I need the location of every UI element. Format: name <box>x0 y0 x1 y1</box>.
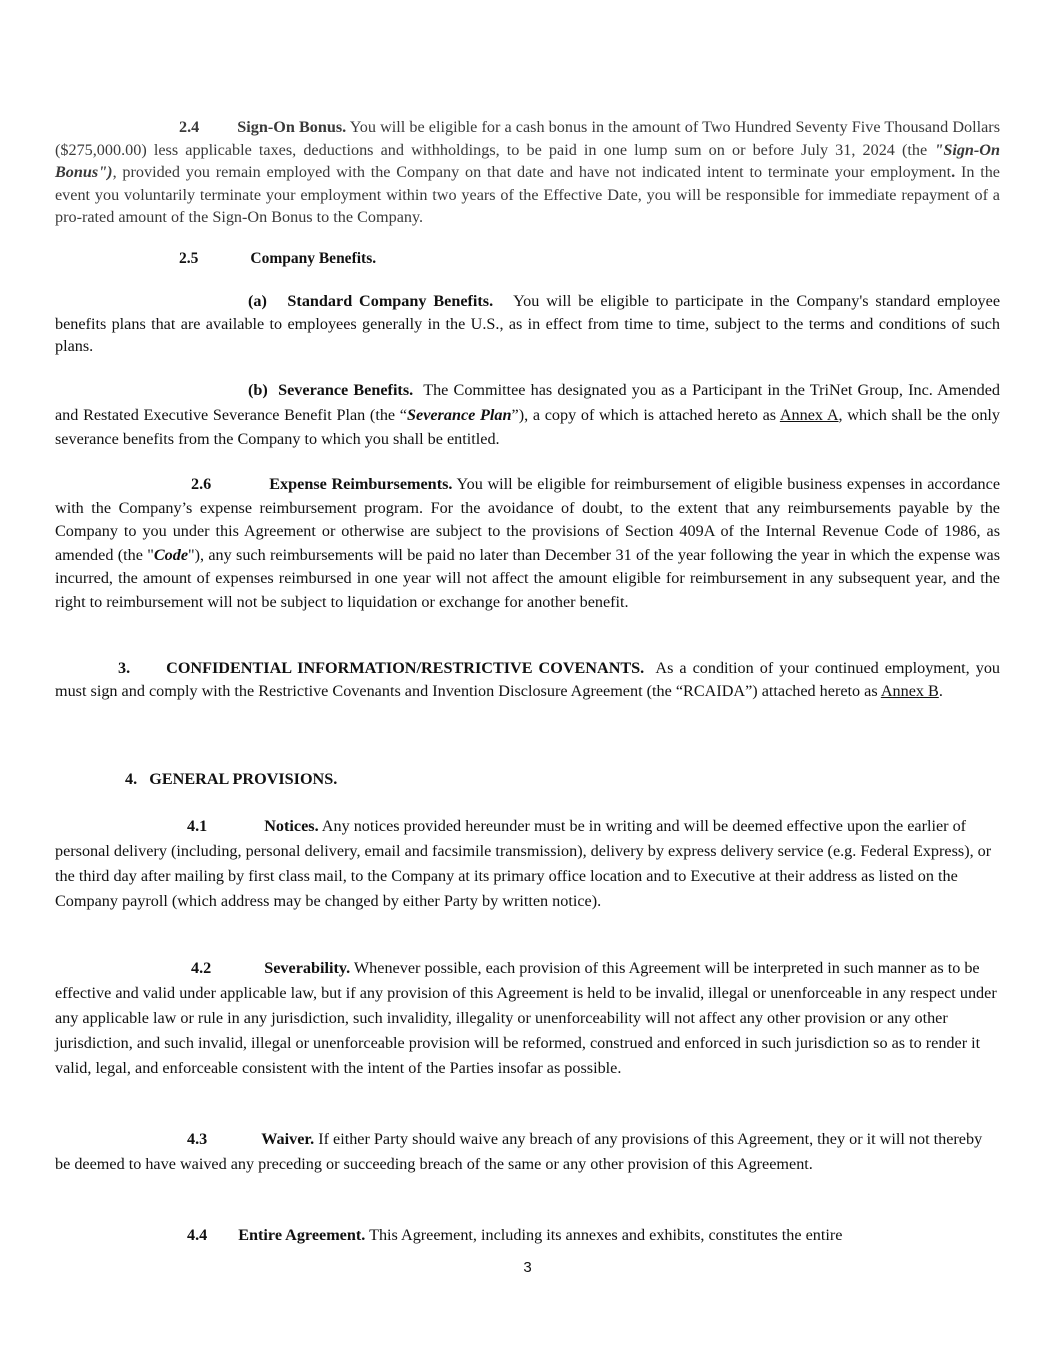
section-4-4 <box>55 1223 1000 1248</box>
section-2-6-text-1: You will be eligible for reimbursement of eligible business expenses in accordance with the Company’s expense reimbursement program. For the avoidance of doubt, to the extent that any reimbursements payable by the Company to you under this Agreement or otherwise are subject to the provisions of Section 409A of the Internal Revenue Code of 1986, as amended (the " <box>55 475 1000 564</box>
annex-a-link[interactable]: Annex A <box>779 405 839 424</box>
section-2-6-number: 2.6 <box>191 475 212 493</box>
section-3-title: CONFIDENTIAL INFORMATION/RESTRICTIVE COVENANTS. <box>166 659 645 677</box>
section-4-2-title: Severability. <box>264 959 351 977</box>
section-2-5-b-title: Severance Benefits. <box>278 381 414 399</box>
section-2-4-period: . <box>951 163 956 181</box>
section-2-4-text-3: In the event you voluntarily terminate your employment within two years of the Effective Date, you will be responsible for immediate repayment of a pro-rated amount of the Sign-On Bonus to the Company. <box>55 163 1000 226</box>
sign-on-bonus-term: "Sign-On Bonus") <box>55 140 1000 181</box>
section-4-3-number: 4.3 <box>187 1130 208 1148</box>
section-3 <box>55 657 1000 702</box>
section-4-3-text: If either Party should waive any breach of any provisions of this Agreement, they or it will not thereby be deemed to have waived any preceding or succeeding breach of the same or any other provision of this Agreement. <box>55 1130 983 1173</box>
section-2-5-b-text-1: The Committee has designated you as a Participant in the TriNet Group, Inc. Amended and Restated Executive Severance Benefit Plan (the “ <box>55 381 1000 424</box>
section-4-1 <box>55 814 1000 914</box>
section-4-2-text: Whenever possible, each provision of this Agreement will be interpreted in such manner as to be effective and valid under applicable law, but if any provision of this Agreement is held to be invalid, illegal or unenforceable in any respect under any applicable law or rule in any jurisdiction, such invalidity, illegality or unenforceability will not affect any other provision or any other jurisdiction, and such invalid, illegal or unenforceable provision will be reformed, construed and enforced in such jurisdiction so as to render it valid, legal, and enforceable consistent with the intent of the Parties insofar as possible. <box>55 959 997 1077</box>
section-2-5-a-text: You will be eligible to participate in the Company's standard employee benefits plans that are available to employees generally in the U.S., as in effect from time to time, subject to the terms and conditions of such plans. <box>55 292 1001 355</box>
section-2-4 <box>55 116 1000 229</box>
section-2-6-title: Expense Reimbursements. <box>269 475 453 493</box>
section-4-heading <box>125 768 337 791</box>
code-term: Code <box>153 545 188 564</box>
section-3-text-2: . <box>938 681 943 700</box>
section-3-number: 3. <box>118 659 131 677</box>
section-2-5-title: Company Benefits. <box>250 250 377 267</box>
section-4-3-title: Waiver. <box>261 1130 315 1148</box>
section-4-1-number: 4.1 <box>187 817 208 835</box>
section-4-title: GENERAL PROVISIONS. <box>149 770 338 788</box>
section-4-number: 4. <box>125 770 138 788</box>
section-2-5-b-text-2: ”), a copy of which is attached hereto as <box>511 405 780 424</box>
severance-plan-term: Severance Plan <box>407 405 512 424</box>
section-2-5-a-title: Standard Company Benefits. <box>287 292 494 310</box>
section-4-4-title: Entire Agreement. <box>238 1226 366 1244</box>
section-2-4-text-1: You will be eligible for a cash bonus in the amount of Two Hundred Seventy Five Thousand Dollars ($275,000.00) less applicable taxes, deductions and withholdings, to be paid in one lump sum on or before July 31, 2024 (the <box>55 118 1001 159</box>
section-2-5-b-text-3: , which shall be the only severance benefits from the Company to which you shall be entitled. <box>55 405 1001 448</box>
section-4-4-number: 4.4 <box>187 1226 208 1244</box>
section-2-6-text-2: "), any such reimbursements will be paid no later than December 31 of the year following the year in which the expense was incurred, the amount of expenses reimbursed in one year will not affect the amount eligible for reimbursement in any subsequent year, and the right to reimbursement will not be subject to liquidation or exchange for another benefit. <box>55 545 1001 611</box>
page-number: 3 <box>523 1259 532 1276</box>
section-2-5-a <box>55 290 1000 358</box>
section-2-5-b <box>55 378 1000 452</box>
section-2-4-number: 2.4 <box>179 118 200 136</box>
section-4-2-number: 4.2 <box>191 959 212 977</box>
section-4-1-title: Notices. <box>264 817 319 835</box>
section-4-1-text: Any notices provided hereunder must be in writing and will be deemed effective upon the earlier of personal delivery (including, personal delivery, email and facsimile transmission), delivery by express delivery service (e.g. Federal Express), or the third day after mailing by first class mail, to the Company at its primary office location and to Executive at their address as listed on the Company payroll (which address may be changed by either Party by written notice). <box>55 817 992 910</box>
section-2-5-b-label: (b) <box>248 381 268 399</box>
section-2-4-title: Sign-On Bonus. <box>237 118 347 136</box>
section-2-5-a-label: (a) <box>248 292 267 310</box>
section-2-5-heading <box>179 248 376 271</box>
section-2-6 <box>55 473 1000 614</box>
section-4-4-text: This Agreement, including its annexes and exhibits, constitutes the entire <box>369 1226 843 1244</box>
section-4-3 <box>55 1127 1000 1177</box>
annex-b-link[interactable]: Annex B <box>880 681 939 700</box>
section-2-5-number: 2.5 <box>179 250 199 267</box>
section-3-text-1: As a condition of your continued employment, you must sign and comply with the Restrictive Covenants and Invention Disclosure Agreement (the “RCAIDA”) attached hereto as <box>55 659 1001 700</box>
section-2-4-text-2: , provided you remain employed with the Company on that date and have not indicated intent to terminate your employment <box>112 163 952 181</box>
section-4-2 <box>55 956 1000 1081</box>
